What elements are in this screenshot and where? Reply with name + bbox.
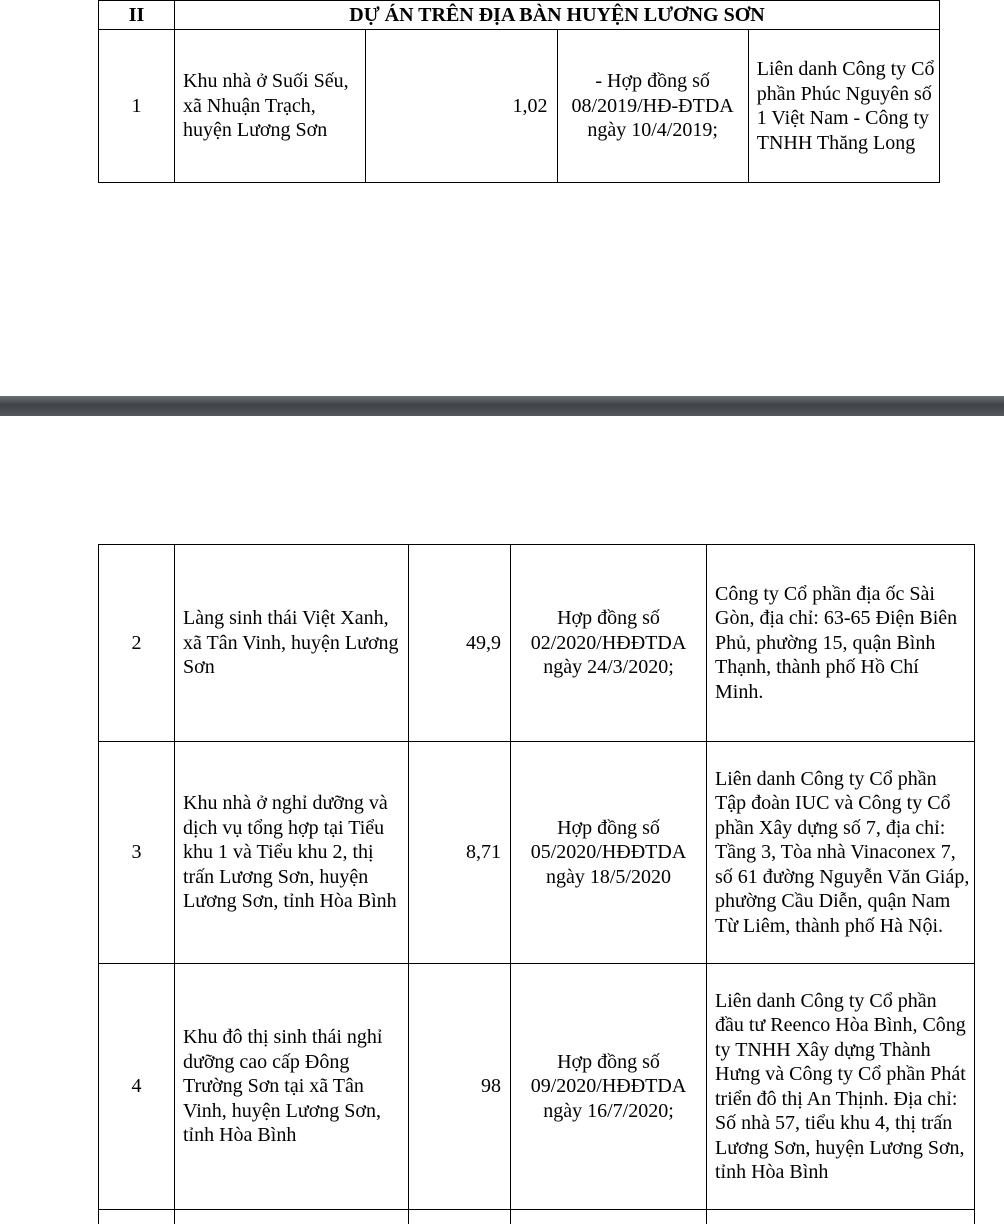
project-area: 1,02	[366, 30, 557, 183]
contract-info: Hợp đồng số 05/2020/HĐĐTDA ngày 18/5/2020	[511, 742, 707, 964]
projects-table-top	[98, 0, 940, 183]
project-area: 8,71	[409, 742, 511, 964]
row-number: 1	[99, 30, 175, 183]
project-name: Khu đô thị sinh thái nghỉ dưỡng cao cấp Đông Trường Sơn tại xã Tân Vinh, huyện Lương Sơn, tỉnh Hòa Bình	[175, 964, 409, 1210]
table-row-partial	[99, 1210, 975, 1224]
table-row	[99, 30, 940, 183]
table-row	[99, 742, 975, 964]
project-name: Khu nhà ở Suối Sếu, xã Nhuận Trạch, huyện Lương Sơn	[175, 30, 366, 183]
document-page-bottom	[0, 416, 1004, 1224]
section-title: DỰ ÁN TRÊN ĐỊA BÀN HUYỆN LƯƠNG SƠN	[175, 1, 940, 30]
project-area: 49,9	[409, 545, 511, 742]
contract-info: - Hợp đồng số 08/2019/HĐ-ĐTDA ngày 10/4/2019;	[557, 30, 748, 183]
row-number: 2	[99, 545, 175, 742]
section-roman-number: II	[99, 1, 175, 30]
investor-info: Liên danh Công ty Cổ phần Phúc Nguyên số 1 Việt Nam - Công ty TNHH Thăng Long	[748, 30, 939, 183]
row-number: 3	[99, 742, 175, 964]
contract-info: Hợp đồng số 09/2020/HĐĐTDA ngày 16/7/2020;	[511, 964, 707, 1210]
contract-info: Hợp đồng số 02/2020/HĐĐTDA ngày 24/3/2020;	[511, 545, 707, 742]
document-page-top	[0, 0, 1004, 396]
page-separator	[0, 396, 1004, 416]
investor-info: Công ty Cổ phần địa ốc Sài Gòn, địa chỉ: 63-65 Điện Biên Phủ, phường 15, quận Bình Thạnh, thành phố Hồ Chí Minh.	[707, 545, 975, 742]
row-number: 4	[99, 964, 175, 1210]
projects-table-bottom	[98, 544, 975, 1224]
investor-info: Liên danh Công ty Cổ phần đầu tư Reenco Hòa Bình, Công ty TNHH Xây dựng Thành Hưng và Công ty Cổ phần Phát triển đô thị An Thịnh. Địa chỉ: Số nhà 57, tiểu khu 4, thị trấn Lương Sơn, huyện Lương Sơn, tỉnh Hòa Bình	[707, 964, 975, 1210]
section-header-row	[99, 1, 940, 30]
investor-info: Liên danh Công ty Cổ phần Tập đoàn IUC và Công ty Cổ phần Xây dựng số 7, địa chỉ: Tầng 3, Tòa nhà Vinaconex 7, số 61 đường Nguyễn Văn Giáp, phường Cầu Diễn, quận Nam Từ Liêm, thành phố Hà Nội.	[707, 742, 975, 964]
project-area: 98	[409, 964, 511, 1210]
table-row	[99, 964, 975, 1210]
table-row	[99, 545, 975, 742]
project-name: Làng sinh thái Việt Xanh, xã Tân Vinh, huyện Lương Sơn	[175, 545, 409, 742]
project-name: Khu nhà ở nghỉ dưỡng và dịch vụ tổng hợp tại Tiểu khu 1 và Tiểu khu 2, thị trấn Lương Sơn, huyện Lương Sơn, tỉnh Hòa Bình	[175, 742, 409, 964]
